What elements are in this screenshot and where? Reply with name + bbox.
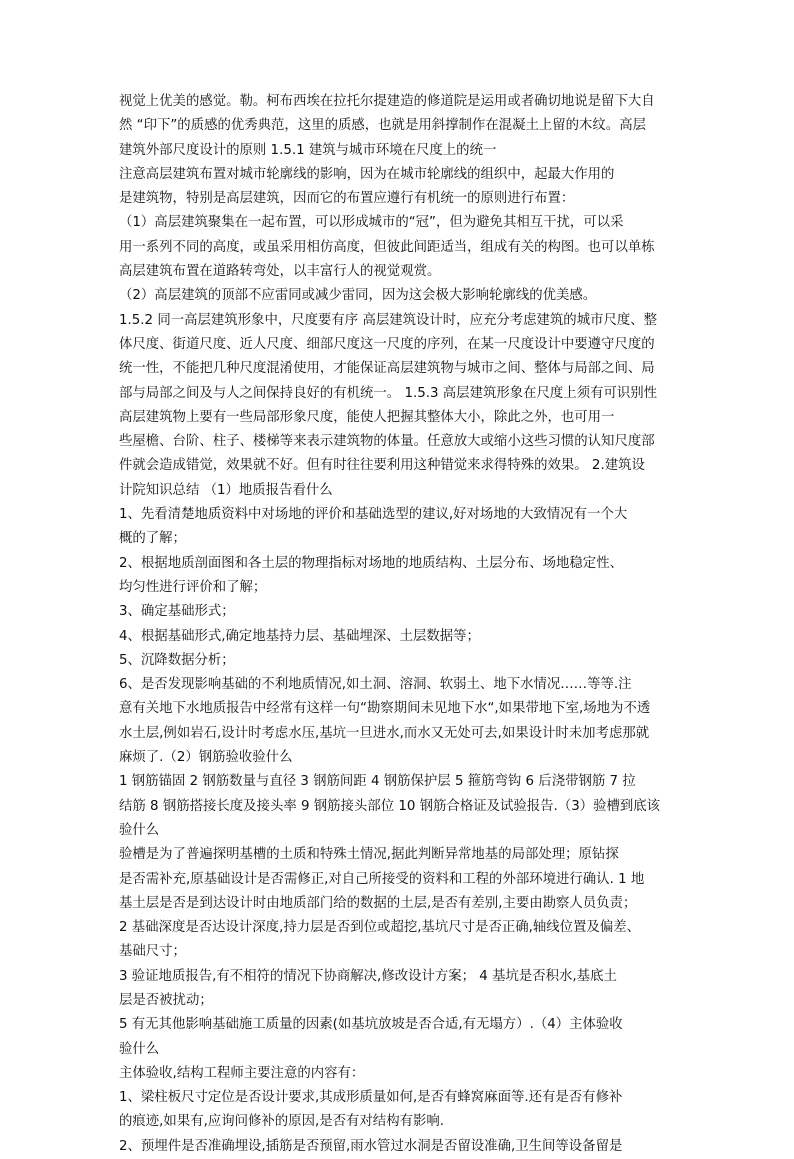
text-line: 1、先看清楚地质资料中对场地的评价和基础选型的建议,好对场地的大致情况有一个大 <box>119 507 628 523</box>
text-line: 1 钢筋锚固 2 钢筋数量与直径 3 钢筋间距 4 钢筋保护层 5 箍筋弯钩 6 后浇带钢筋 7 拉 <box>119 774 636 790</box>
text-line: 用一系列不同的高度，或虽采用相仿高度，但彼此间距适当，组成有关的构图。也可以单栋 <box>119 239 655 255</box>
text-line: 5 有无其他影响基础施工质量的因素(如基坑放坡是否合适,有无塌方）.（4）主体验收 <box>119 1017 623 1033</box>
text-line: 2、预埋件是否准确埋设,插筋是否预留,雨水管过水洞是否留设准确,卫生间等设备留是 <box>119 1138 623 1154</box>
text-line: 基土层是否是到达设计时由地质部门给的数据的土层,是否有差别,主要由勘察人员负责； <box>119 895 637 911</box>
text-line: 注意高层建筑布置对城市轮廓线的影响，因为在城市轮廓线的组织中，起最大作用的 <box>119 166 615 182</box>
text-line: 验什么 <box>119 822 160 838</box>
text-line: 件就会造成错觉，效果就不好。但有时往往要利用这种错觉来求得特殊的效果。 2.建筑设 <box>119 458 645 474</box>
text-line: 3 验证地质报告,有不相符的情况下协商解决,修改设计方案； 4 基坑是否积水,基底土 <box>119 968 617 984</box>
text-line: 部与局部之间及与人之间保持良好的有机统一。 1.5.3 高层建筑形象在尺度上须有可识别性 <box>119 385 658 401</box>
text-line: 视觉上优美的感觉。勒。柯布西埃在拉托尔提建造的修道院是运用或者确切地说是留下大自 <box>119 94 655 109</box>
text-line: 概的了解； <box>119 531 186 547</box>
text-line: 验槽是为了普遍探明基槽的土质和特殊土情况,据此判断异常地基的局部处理；原钻探 <box>119 847 619 863</box>
text-line: 结筋 8 钢筋搭接长度及接头率 9 钢筋接头部位 10 钢筋合格证及试验报告.（3）验槽到底该 <box>119 798 661 814</box>
text-line: 基础尺寸； <box>119 944 186 960</box>
text-line: 4、根据基础形式,确定地基持力层、基础埋深、土层数据等； <box>119 628 480 644</box>
text-line: 统一性，不能把几种尺度混淆使用，才能保证高层建筑物与城市之间、整体与局部之间、局 <box>119 361 655 377</box>
text-line: 些屋檐、台阶、柱子、楼梯等来表示建筑物的体量。任意放大或缩小这些习惯的认知尺度部 <box>119 434 655 450</box>
text-line: 建筑外部尺度设计的原则 1.5.1 建筑与城市环境在尺度上的统一 <box>119 142 497 158</box>
text-line: 的痕迹,如果有,应询问修补的原因,是否有对结构有影响. <box>119 1114 445 1130</box>
text-line: 1.5.2 同一高层建筑形象中，尺度要有序 高层建筑设计时，应充分考虑建筑的城市尺度、整 <box>119 312 658 328</box>
text-line: 高层建筑物上要有一些局部形象尺度，能使人把握其整体大小，除此之外，也可用一 <box>119 409 615 425</box>
text-line: 计院知识总结 （1）地质报告看什么 <box>119 482 333 498</box>
text-line: 然 “印下”的质感的优秀典范，这里的质感，也就是用斜撑制作在混凝土上留的木纹。高层 <box>119 118 646 134</box>
text-line: 意有关地下水地质报告中经常有这样一句“勘察期间未见地下水“,如果带地下室,场地为不透 <box>119 701 651 717</box>
text-line: 高层建筑布置在道路转弯处，以丰富行人的视觉观赏。 <box>119 264 441 280</box>
document-body-text <box>119 90 681 1159</box>
text-line: （2）高层建筑的顶部不应雷同或减少雷同，因为这会极大影响轮廓线的优美感。 <box>119 288 597 304</box>
text-line: 2 基础深度是否达设计深度,持力层是否到位或超挖,基坑尺寸是否正确,轴线位置及偏差、 <box>119 920 640 936</box>
text-line: 5、沉降数据分析； <box>119 652 235 668</box>
text-line: 验什么 <box>119 1041 160 1057</box>
text-line: 水土层,例如岩石,设计时考虑水压,基坑一旦进水,而水又无处可去,如果设计时未加考虑那就 <box>119 725 650 741</box>
text-line: 均匀性进行评价和了解； <box>119 579 267 595</box>
text-line: 麻烦了.（2）钢筋验收验什么 <box>119 750 293 766</box>
text-line: 层是否被扰动； <box>119 992 213 1008</box>
text-line: 2、根据地质剖面图和各土层的物理指标对场地的地质结构、土层分布、场地稳定性、 <box>119 555 623 571</box>
text-line: 1、梁柱板尺寸定位是否设计要求,其成形质量如何,是否有蜂窝麻面等.还有是否有修补 <box>119 1090 623 1106</box>
text-line: （1）高层建筑聚集在一起布置，可以形成城市的“冠”，但为避免其相互干扰，可以采 <box>119 215 624 231</box>
text-line: 体尺度、街道尺度、近人尺度、细部尺度这一尺度的序列，在某一尺度设计中要遵守尺度的 <box>119 336 655 352</box>
text-line: 是否需补充,原基础设计是否需修正,对自己所接受的资料和工程的外部环境进行确认. 1 地 <box>119 871 645 887</box>
text-line: 3、确定基础形式； <box>119 604 235 620</box>
text-line: 是建筑物，特别是高层建筑，因而它的布置应遵行有机统一的原则进行布置： <box>119 191 575 207</box>
text-line: 主体验收,结构工程师主要注意的内容有： <box>119 1065 365 1081</box>
text-line: 6、是否发现影响基础的不利地质情况,如土洞、溶洞、软弱土、地下水情况……等等.注 <box>119 677 632 693</box>
